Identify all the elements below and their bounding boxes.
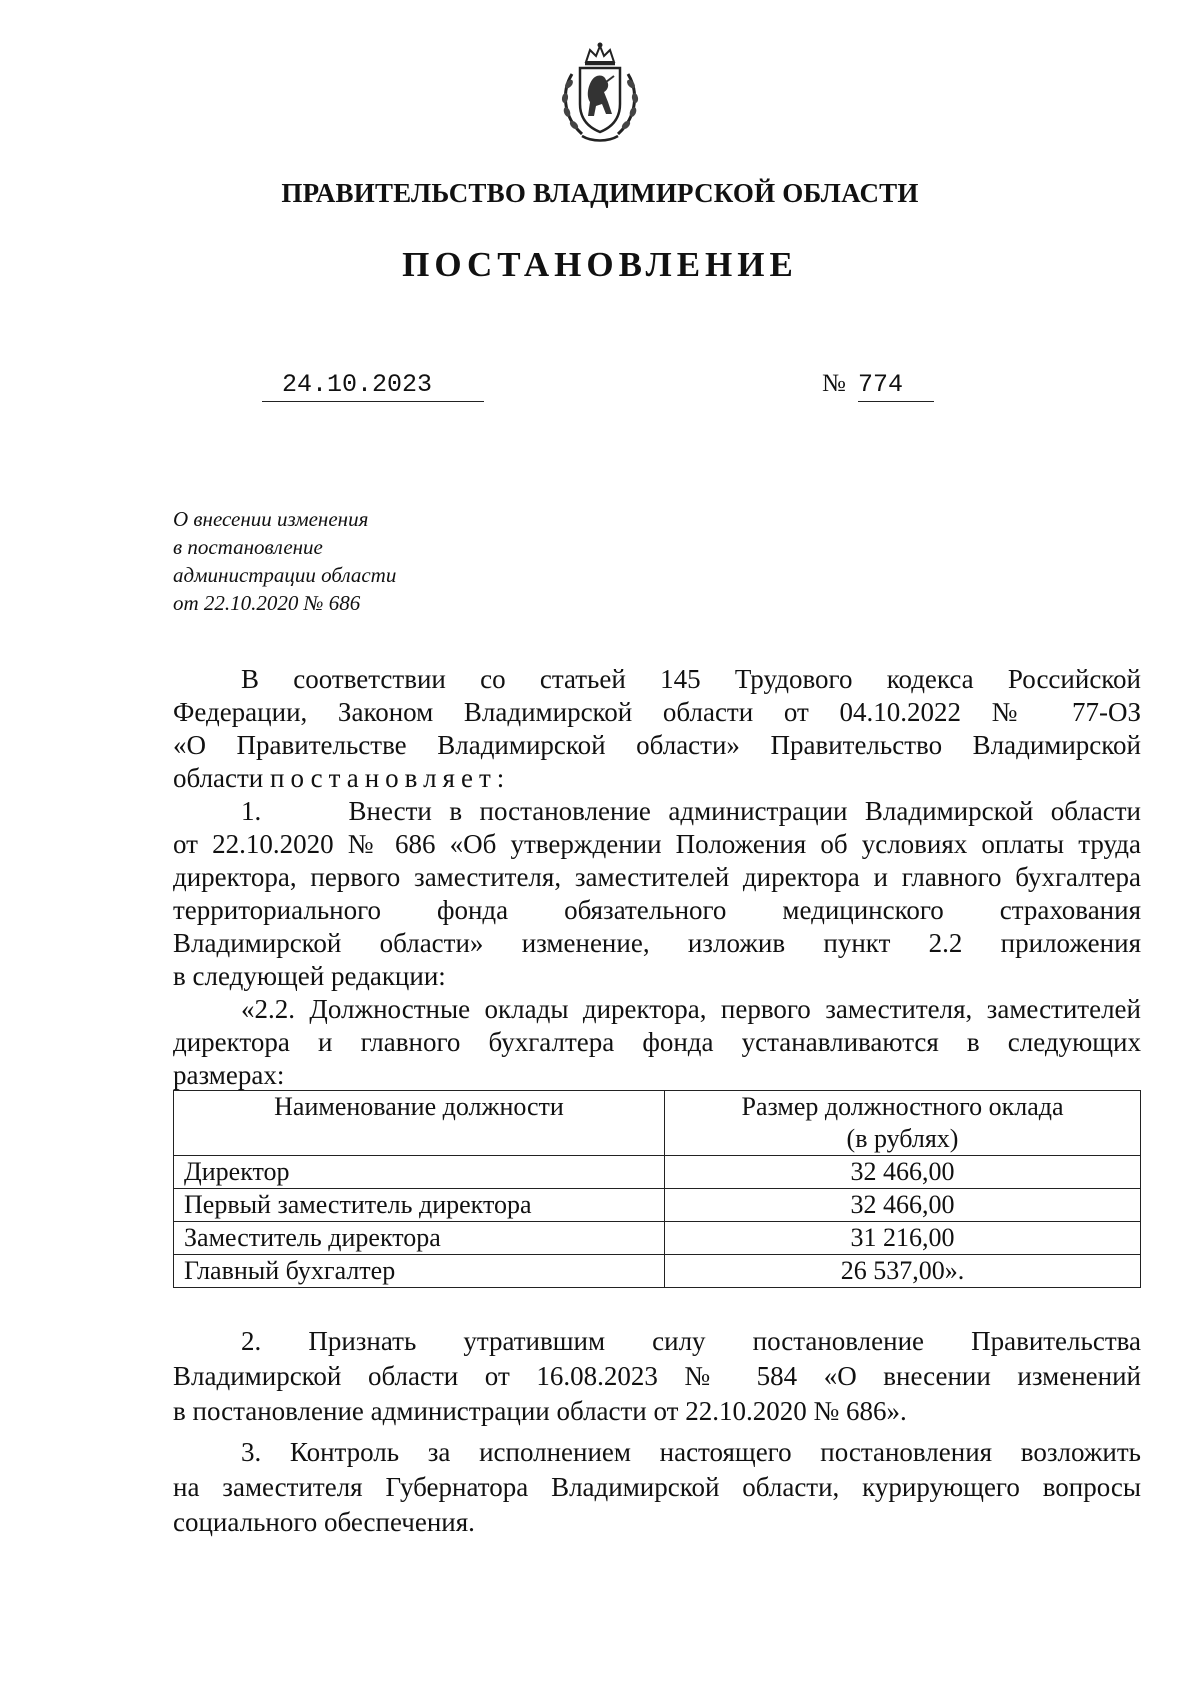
position-cell: Директор <box>174 1156 665 1189</box>
preamble-line: В соответствии со статьей 145 Трудового кодекса Российской <box>241 664 1141 694</box>
column-header-position: Наименование должности <box>174 1091 665 1156</box>
decree-word: постановляет: <box>270 763 511 793</box>
item1-last-line: в следующей редакции: <box>173 961 446 991</box>
subject-line: в постановление <box>173 535 323 559</box>
position-cell: Первый заместитель директора <box>174 1189 665 1222</box>
item1-line: от 22.10.2020 № 686 «Об утверждении Положения об условиях оплаты труда <box>173 829 1141 859</box>
document-body-continued <box>173 1324 1141 1540</box>
table-row <box>174 1156 1141 1189</box>
position-cell: Главный бухгалтер <box>174 1255 665 1288</box>
subject-line: О внесении изменения <box>173 507 369 531</box>
item3-line: 3. Контроль за исполнением настоящего постановления возложить <box>241 1437 1141 1467</box>
column-header-salary-line1: Размер должностного оклада <box>741 1092 1064 1121</box>
item2-line: 2. Признать утратившим силу постановление Правительства <box>241 1326 1141 1356</box>
position-cell: Заместитель директора <box>174 1222 665 1255</box>
quote-last-line: размерах: <box>173 1060 285 1090</box>
table-row <box>174 1222 1141 1255</box>
item1-line: 1. Внести в постановление администрации Владимирской области <box>241 796 1141 826</box>
preamble-last-line <box>173 762 1141 795</box>
salary-cell: 32 466,00 <box>665 1156 1141 1189</box>
preamble-line: «О Правительстве Владимирской области» Правительство Владимирской <box>173 730 1141 760</box>
salary-cell: 32 466,00 <box>665 1189 1141 1222</box>
quote-line: «2.2. Должностные оклады директора, первого заместителя, заместителей <box>241 994 1141 1024</box>
table-row <box>174 1189 1141 1222</box>
item3-last-line: социального обеспечения. <box>173 1507 475 1537</box>
quote-line: директора и главного бухгалтера фонда устанавливаются в следующих <box>173 1027 1141 1057</box>
item1-line: директора, первого заместителя, заместителей директора и главного бухгалтера <box>173 862 1141 892</box>
item2-line: Владимирской области от 16.08.2023 № 584 «О внесении изменений <box>173 1361 1141 1391</box>
table-header-row <box>174 1091 1141 1156</box>
subject-line: от 22.10.2020 № 686 <box>173 591 361 615</box>
column-header-salary-line2: (в рублях) <box>846 1124 959 1153</box>
table-row <box>174 1255 1141 1288</box>
government-title: ПРАВИТЕЛЬСТВО ВЛАДИМИРСКОЙ ОБЛАСТИ <box>281 178 919 208</box>
preamble-line: Федерации, Законом Владимирской области от 04.10.2022 № 77-ОЗ <box>173 697 1141 727</box>
salary-cell: 26 537,00». <box>665 1255 1141 1288</box>
item1-line: территориального фонда обязательного медицинского страхования <box>173 895 1141 925</box>
salary-table <box>173 1090 1141 1288</box>
document-body <box>173 663 1141 1092</box>
document-type: ПОСТАНОВЛЕНИЕ <box>402 245 798 284</box>
item3-line: на заместителя Губернатора Владимирской области, курирующего вопросы <box>173 1472 1141 1502</box>
item1-line: Владимирской области» изменение, изложив пункт 2.2 приложения <box>173 928 1141 958</box>
document-number: 774 <box>858 370 934 402</box>
salary-cell: 31 216,00 <box>665 1222 1141 1255</box>
document-subject <box>173 505 396 617</box>
subject-line: администрации области <box>173 563 397 587</box>
column-header-salary <box>665 1091 1141 1156</box>
document-date: 24.10.2023 <box>262 370 484 402</box>
coat-of-arms-emblem <box>552 40 648 146</box>
preamble-last: области <box>173 763 264 793</box>
item2-last-line: в постановление администрации области от 22.10.2020 № 686». <box>173 1396 907 1426</box>
number-label: № <box>822 370 846 397</box>
